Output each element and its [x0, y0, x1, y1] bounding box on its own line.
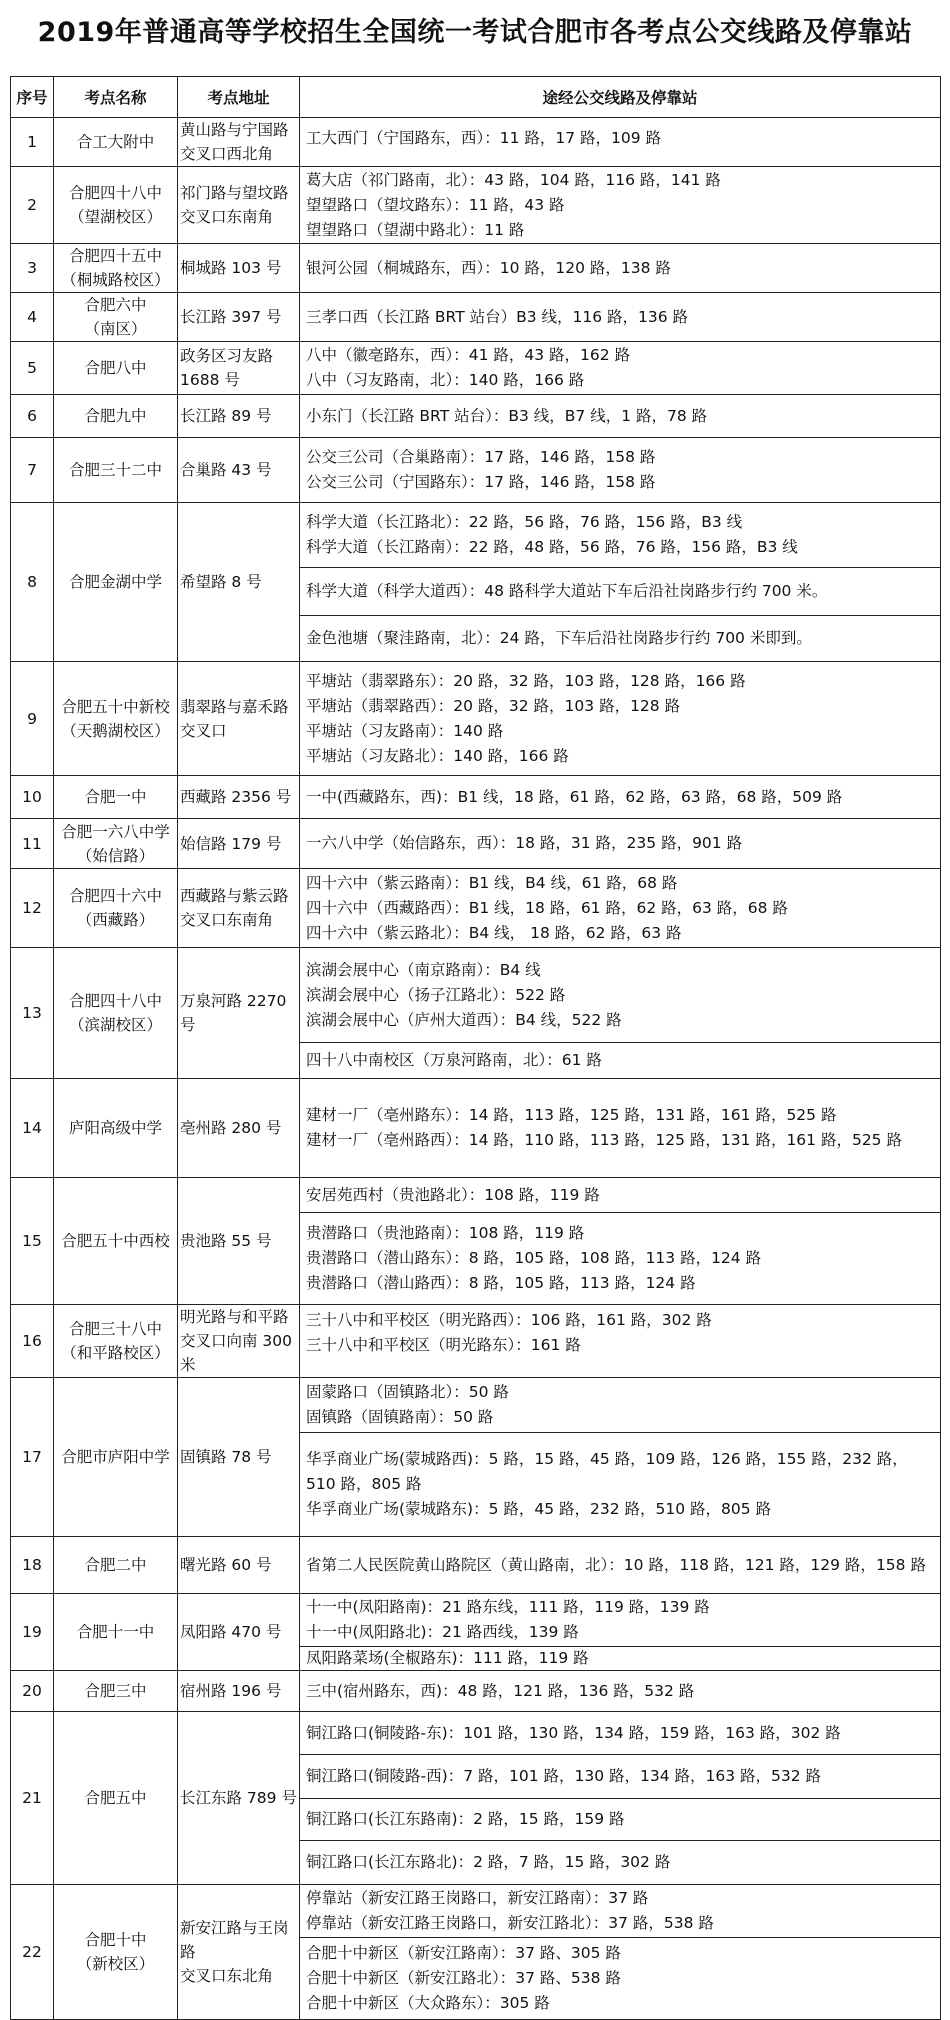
table-row	[11, 1305, 941, 1378]
bus-stop-group	[300, 948, 940, 1042]
exam-site-address	[178, 342, 300, 395]
exam-site-address-line: 祁门路与望坟路	[180, 184, 289, 202]
exam-site-address	[178, 1885, 300, 2020]
exam-site-name	[54, 1378, 178, 1537]
bus-stop-group	[300, 1378, 940, 1432]
table-row	[11, 1671, 941, 1712]
bus-stop-group	[300, 503, 940, 567]
exam-site-name-line: 合肥二中	[84, 1556, 147, 1574]
bus-stop-line: 四十六中（紫云路北）：B4 线， 18 路，62 路，63 路	[306, 923, 682, 942]
exam-site-address-line: 曙光路 60 号	[180, 1556, 272, 1574]
bus-stop-group	[300, 1840, 940, 1884]
exam-site-name	[54, 244, 178, 293]
exam-site-address	[178, 1079, 300, 1178]
bus-stop-line: 平塘站（翡翠路西）：20 路，32 路，103 路，128 路	[306, 696, 681, 715]
exam-site-name	[54, 662, 178, 776]
bus-stop-line: 铜江路口(长江东路北)：2 路，7 路，15 路，302 路	[306, 1853, 671, 1871]
bus-routes-cell	[300, 1671, 941, 1712]
row-index: 17	[11, 1378, 54, 1537]
bus-routes-cell	[300, 1378, 941, 1537]
exam-site-address	[178, 118, 300, 167]
exam-site-name	[54, 1594, 178, 1671]
row-index: 12	[11, 869, 54, 948]
exam-site-name-line: 庐阳高级中学	[68, 1119, 162, 1137]
bus-stop-line: 小东门（长江路 BRT 站台）：B3 线，B7 线，1 路，78 路	[306, 406, 708, 425]
exam-site-address	[178, 1305, 300, 1378]
exam-site-address	[178, 662, 300, 776]
exam-site-name	[54, 819, 178, 869]
table-row	[11, 438, 941, 503]
exam-site-name	[54, 948, 178, 1079]
bus-stop-line: 合肥十中新区（新安江路南）：37 路、305 路	[306, 1944, 621, 1962]
table-row	[11, 776, 941, 819]
exam-site-address-line: 合巢路 43 号	[180, 461, 272, 479]
exam-site-address	[178, 1178, 300, 1305]
bus-stop-group	[300, 1885, 940, 1937]
exam-site-name-line: 合肥一中	[84, 788, 147, 806]
bus-routes-cell	[300, 342, 941, 395]
exam-site-address	[178, 293, 300, 342]
exam-site-address	[178, 395, 300, 438]
row-index: 13	[11, 948, 54, 1079]
bus-stop-line: 公交三公司（合巢路南）：17 路，146 路，158 路	[306, 448, 656, 466]
exam-site-address-line: 长江东路 789 号	[180, 1789, 297, 1807]
header-bus-routes: 途经公交线路及停靠站	[300, 77, 941, 118]
exam-site-address	[178, 503, 300, 662]
exam-site-address-line: 始信路 179 号	[180, 834, 282, 853]
header-exam-site-address: 考点地址	[178, 77, 300, 118]
table-row	[11, 167, 941, 244]
bus-stop-line: 平塘站（翡翠路东）：20 路，32 路，103 路，128 路，166 路	[306, 671, 746, 690]
bus-routes-cell	[300, 1594, 941, 1671]
exam-site-address-line: 西藏路 2356 号	[180, 788, 292, 806]
bus-routes-cell	[300, 662, 941, 776]
exam-site-name-line: （天鹅湖校区）	[61, 721, 170, 740]
bus-stop-line: 贵潜路口（潜山路东）：8 路，105 路，108 路，113 路，124 路	[306, 1249, 762, 1267]
bus-stop-line: 贵潜路口（贵池路南）：108 路，119 路	[306, 1224, 585, 1242]
bus-routes-cell	[300, 395, 941, 438]
table-row	[11, 342, 941, 395]
exam-site-name-line: 合肥十中	[84, 1931, 147, 1949]
exam-site-address-line: 万泉河路 2270 号	[180, 992, 287, 1034]
bus-routes-cell	[300, 293, 941, 342]
bus-stop-line: 科学大道（长江路南）：22 路，48 路，56 路，76 路，156 路，B3 线	[306, 538, 798, 556]
bus-stop-line: 葛大店（祁门路南，北）：43 路，104 路，116 路，141 路	[306, 170, 721, 189]
exam-site-address-line: 凤阳路 470 号	[180, 1623, 282, 1641]
bus-stop-group	[300, 819, 940, 868]
exam-site-name-line: 合肥四十六中	[68, 887, 162, 905]
exam-site-address-line: 交叉口	[180, 721, 227, 740]
bus-routes-cell	[300, 244, 941, 293]
bus-stop-group	[300, 1212, 940, 1304]
bus-routes-cell	[300, 1079, 941, 1178]
row-index: 20	[11, 1671, 54, 1712]
exam-site-name-line: 合肥六中	[84, 296, 147, 314]
bus-stop-group	[300, 1646, 940, 1670]
exam-site-address	[178, 1537, 300, 1594]
table-row	[11, 1885, 941, 2020]
bus-stop-line: 四十六中（紫云路南）：B1 线，B4 线，61 路，68 路	[306, 873, 678, 892]
bus-stop-line: 四十八中南校区（万泉河路南，北）：61 路	[306, 1051, 602, 1069]
exam-site-name	[54, 869, 178, 948]
bus-stop-line: 固镇路（固镇路南）：50 路	[306, 1408, 494, 1426]
row-index: 5	[11, 342, 54, 395]
exam-site-name-line: （南区）	[84, 320, 147, 338]
table-row	[11, 1537, 941, 1594]
exam-site-name	[54, 503, 178, 662]
table-row	[11, 395, 941, 438]
row-index: 11	[11, 819, 54, 869]
exam-site-name	[54, 1178, 178, 1305]
bus-stop-group	[300, 1432, 940, 1536]
table-header-row	[11, 77, 941, 118]
exam-site-name	[54, 167, 178, 244]
row-index: 2	[11, 167, 54, 244]
bus-stop-group	[300, 293, 940, 341]
exam-site-name-line: 合肥市庐阳中学	[61, 1448, 170, 1466]
bus-stop-group	[300, 1754, 940, 1798]
bus-routes-cell	[300, 167, 941, 244]
row-index: 8	[11, 503, 54, 662]
table-row	[11, 1178, 941, 1305]
exam-site-name-line: 合肥三十八中	[68, 1320, 162, 1338]
table-row	[11, 948, 941, 1079]
bus-stop-group	[300, 776, 940, 818]
bus-stop-line: 平塘站（习友路南）：140 路	[306, 721, 504, 740]
bus-stop-group	[300, 869, 940, 947]
bus-stop-group	[300, 1937, 940, 2019]
row-index: 14	[11, 1079, 54, 1178]
exam-site-address-line: 翡翠路与嘉禾路	[180, 697, 289, 716]
exam-site-name-line: （桐城路校区）	[61, 271, 170, 289]
exam-site-name	[54, 1305, 178, 1378]
table-row	[11, 819, 941, 869]
bus-stop-line: 一中(西藏路东，西)：B1 线，18 路，61 路，62 路，63 路，68 路，509 路	[306, 787, 843, 806]
bus-stop-line: 平塘站（习友路北）：140 路，166 路	[306, 746, 569, 765]
exam-site-name-line: 合肥五十中新校	[61, 697, 170, 716]
bus-routes-cell	[300, 1712, 941, 1885]
bus-stop-line: 工大西门（宁国路东，西）：11 路，17 路，109 路	[306, 128, 662, 147]
row-index: 19	[11, 1594, 54, 1671]
exam-site-address-line: 交叉口向南 300 米	[180, 1332, 293, 1374]
bus-stop-group	[300, 118, 940, 158]
exam-site-address	[178, 776, 300, 819]
bus-stop-line: 十一中(凤阳路南)：21 路东线，111 路，119 路，139 路	[306, 1598, 710, 1616]
bus-stop-line: 贵潜路口（潜山路西）：8 路，105 路，113 路，124 路	[306, 1274, 696, 1292]
bus-stop-line: 银河公园（桐城路东，西）：10 路，120 路，138 路	[306, 258, 671, 277]
exam-site-address-line: 交叉口东北角	[180, 1967, 274, 1985]
exam-site-address	[178, 1671, 300, 1712]
bus-stop-group	[300, 342, 940, 394]
row-index: 16	[11, 1305, 54, 1378]
table-row	[11, 662, 941, 776]
bus-stop-line: 铜江路口(长江东路南)：2 路，15 路，159 路	[306, 1810, 625, 1828]
exam-site-name-line: （滨湖校区）	[68, 1016, 162, 1034]
exam-site-name-line: （望湖校区）	[68, 208, 162, 226]
bus-stop-group	[300, 395, 940, 437]
bus-stop-line: 固蒙路口（固镇路北）：50 路	[306, 1383, 509, 1401]
bus-routes-cell	[300, 1885, 941, 2020]
row-index: 21	[11, 1712, 54, 1885]
bus-stop-line: 三中(宿州路东，西)：48 路，121 路，136 路，532 路	[306, 1681, 695, 1700]
row-index: 10	[11, 776, 54, 819]
bus-stop-line: 滨湖会展中心（庐州大道西）：B4 线，522 路	[306, 1010, 622, 1029]
bus-stop-line: 滨湖会展中心（扬子江路北）：522 路	[306, 985, 566, 1004]
bus-stop-line: 八中（习友路南，北）：140 路，166 路	[306, 371, 585, 389]
exam-site-name-line: 合工大附中	[76, 133, 155, 151]
exam-site-name-line: 合肥九中	[84, 407, 147, 425]
bus-stop-line: 滨湖会展中心（南京路南）：B4 线	[306, 960, 541, 979]
bus-stop-line: 华孚商业广场(蒙城路东)：5 路，45 路，232 路，510 路，805 路	[306, 1500, 772, 1518]
bus-stop-group	[300, 1305, 940, 1361]
bus-stop-line: 科学大道（科学大道西）：48 路科学大道站下车后沿社岗路步行约 700 米。	[306, 582, 828, 600]
row-index: 1	[11, 118, 54, 167]
bus-stop-group	[300, 662, 940, 775]
bus-stop-group	[300, 1671, 940, 1711]
bus-stop-line: 公交三公司（宁国路东）：17 路，146 路，158 路	[306, 473, 656, 491]
bus-stop-group	[300, 1798, 940, 1840]
bus-routes-cell	[300, 1178, 941, 1305]
exam-site-name	[54, 1885, 178, 2020]
exam-site-address-line: 明光路与和平路	[180, 1308, 289, 1326]
exam-site-name-line: 合肥三中	[84, 1682, 147, 1700]
table-row	[11, 503, 941, 662]
exam-site-name-line: （始信路）	[76, 846, 155, 865]
bus-routes-cell	[300, 776, 941, 819]
bus-stop-group	[300, 1178, 940, 1212]
bus-stop-line: 停靠站（新安江路王岗路口，新安江路北）：37 路，538 路	[306, 1914, 714, 1932]
exam-site-name-line: （新校区）	[76, 1955, 155, 1973]
exam-site-address-line: 希望路 8 号	[180, 573, 262, 591]
exam-site-address-line: 1688 号	[180, 371, 240, 389]
bus-stop-line: 望望路口（望坟路东）：11 路，43 路	[306, 195, 565, 214]
row-index: 4	[11, 293, 54, 342]
exam-site-address	[178, 819, 300, 869]
exam-site-name-line: 合肥四十五中	[68, 247, 162, 265]
bus-stop-line: 铜江路口(铜陵路-西)：7 路，101 路，130 路，134 路，163 路，532 路	[306, 1767, 822, 1785]
exam-site-name	[54, 1537, 178, 1594]
bus-routes-cell	[300, 819, 941, 869]
bus-routes-cell	[300, 1305, 941, 1378]
bus-stop-group	[300, 1537, 940, 1593]
table-row	[11, 1712, 941, 1885]
row-index: 9	[11, 662, 54, 776]
bus-stop-group	[300, 1079, 940, 1177]
row-index: 3	[11, 244, 54, 293]
exam-site-name	[54, 1079, 178, 1178]
exam-site-name-line: 合肥一六八中学	[61, 822, 170, 841]
exam-site-address	[178, 1378, 300, 1537]
bus-stop-line: 凤阳路菜场(全椒路东)：111 路，119 路	[306, 1649, 589, 1667]
bus-stop-group	[300, 167, 940, 243]
bus-stop-line: 科学大道（长江路北）：22 路，56 路，76 路，156 路，B3 线	[306, 513, 743, 531]
exam-site-address-line: 固镇路 78 号	[180, 1448, 272, 1466]
exam-site-name-line: 合肥五中	[84, 1789, 147, 1807]
exam-site-address	[178, 948, 300, 1079]
bus-stop-line: 省第二人民医院黄山路院区（黄山路南，北）：10 路，118 路，121 路，129 路，158 路	[306, 1555, 926, 1574]
exam-site-name-line: 合肥四十八中	[68, 184, 162, 202]
exam-site-name-line: （西藏路）	[76, 911, 155, 929]
bus-routes-cell	[300, 118, 941, 167]
exam-site-name-line: 合肥三十二中	[68, 461, 162, 479]
exam-site-address-line: 贵池路 55 号	[180, 1232, 272, 1250]
bus-routes-cell	[300, 503, 941, 662]
exam-site-address	[178, 1594, 300, 1671]
bus-stop-group	[300, 1712, 940, 1754]
table-row	[11, 1594, 941, 1671]
bus-stop-line: 金色池塘（聚洼路南，北）：24 路，下车后沿社岗路步行约 700 米即到。	[306, 629, 812, 647]
exam-site-address-line: 西藏路与紫云路	[180, 887, 289, 905]
table-body	[11, 118, 941, 2020]
bus-stop-line: 三十八中和平校区（明光路西）：106 路，161 路，302 路	[306, 1311, 712, 1329]
bus-stop-line: 停靠站（新安江路王岗路口，新安江路南）：37 路	[306, 1889, 649, 1907]
exam-site-address-line: 长江路 397 号	[180, 308, 282, 326]
bus-stop-line: 铜江路口(铜陵路-东)：101 路，130 路，134 路，159 路，163 路，302 路	[306, 1723, 841, 1742]
exam-site-address	[178, 244, 300, 293]
exam-site-address	[178, 869, 300, 948]
bus-stop-line: 四十六中（西藏路西）：B1 线，18 路，61 路，62 路，63 路，68 路	[306, 898, 788, 917]
exam-site-address-line: 亳州路 280 号	[180, 1119, 282, 1137]
bus-stop-group	[300, 1042, 940, 1078]
exam-site-name	[54, 1671, 178, 1712]
bus-stop-group	[300, 615, 940, 661]
exam-site-name-line: 合肥八中	[84, 359, 147, 377]
table-row	[11, 869, 941, 948]
bus-stop-line: 合肥十中新区（大众路东）：305 路	[306, 1994, 550, 2012]
exam-site-name	[54, 776, 178, 819]
bus-routes-cell	[300, 948, 941, 1079]
exam-site-address-line: 桐城路 103 号	[180, 259, 282, 277]
bus-routes-cell	[300, 438, 941, 503]
exam-site-name	[54, 118, 178, 167]
bus-stop-line: 八中（徽亳路东，西）：41 路，43 路，162 路	[306, 346, 631, 364]
row-index: 18	[11, 1537, 54, 1594]
exam-site-name	[54, 1712, 178, 1885]
row-index: 6	[11, 395, 54, 438]
document-title: 2019年普通高等学校招生全国统一考试合肥市各考点公交线路及停靠站	[37, 17, 913, 48]
table-row	[11, 244, 941, 293]
exam-site-address-line: 长江路 89 号	[180, 407, 272, 425]
bus-stop-line: 三十八中和平校区（明光路东）：161 路	[306, 1336, 581, 1354]
exam-site-address-line: 政务区习友路	[180, 347, 274, 365]
exam-site-address	[178, 1712, 300, 1885]
exam-site-address-line: 新安江路与王岗路	[180, 1919, 289, 1961]
bus-stop-group	[300, 244, 940, 292]
table-row	[11, 293, 941, 342]
exam-site-address-line: 交叉口东南角	[180, 208, 274, 226]
exam-site-address-line: 黄山路与宁国路	[180, 121, 289, 139]
bus-stop-group	[300, 567, 940, 615]
header-index: 序号	[11, 77, 54, 118]
bus-stop-line: 建材一厂（亳州路东）：14 路，113 路，125 路，131 路，161 路，525 路	[306, 1106, 837, 1124]
exam-site-address-line: 交叉口西北角	[180, 145, 274, 163]
bus-stop-line: 一六八中学（始信路东，西）：18 路，31 路，235 路，901 路	[306, 834, 743, 852]
bus-stop-line: 望望路口（望湖中路北）：11 路	[306, 220, 525, 239]
row-index: 22	[11, 1885, 54, 2020]
header-exam-site-name: 考点名称	[54, 77, 178, 118]
bus-stop-line: 十一中(凤阳路北)：21 路西线，139 路	[306, 1623, 579, 1641]
exam-site-address-line: 宿州路 196 号	[180, 1682, 282, 1700]
exam-site-name	[54, 438, 178, 503]
bus-routes-cell	[300, 869, 941, 948]
row-index: 15	[11, 1178, 54, 1305]
row-index: 7	[11, 438, 54, 503]
table-row	[11, 1079, 941, 1178]
exam-site-name	[54, 395, 178, 438]
bus-stop-line: 合肥十中新区（新安江路北）：37 路、538 路	[306, 1969, 621, 1987]
bus-route-table	[10, 76, 941, 2020]
bus-stop-group	[300, 1594, 940, 1646]
bus-stop-group	[300, 438, 940, 502]
bus-routes-cell	[300, 1537, 941, 1594]
exam-site-name	[54, 293, 178, 342]
exam-site-name-line: 合肥十一中	[76, 1623, 155, 1641]
table-row	[11, 118, 941, 167]
exam-site-name-line: 合肥金湖中学	[68, 573, 162, 591]
exam-site-address-line: 交叉口东南角	[180, 911, 274, 929]
exam-site-name-line: 合肥四十八中	[68, 992, 162, 1010]
exam-site-name	[54, 342, 178, 395]
exam-site-address	[178, 167, 300, 244]
bus-stop-line: 建材一厂（亳州路西）：14 路，110 路，113 路，125 路，131 路，161 路，525 路	[306, 1131, 902, 1149]
exam-site-address	[178, 438, 300, 503]
exam-site-name-line: 合肥五十中西校	[61, 1232, 170, 1250]
exam-site-name-line: （和平路校区）	[61, 1344, 170, 1362]
bus-stop-line: 安居苑西村（贵池路北）：108 路，119 路	[306, 1185, 600, 1204]
bus-stop-line: 华孚商业广场(蒙城路西)：5 路，15 路，45 路，109 路，126 路，155 路，232 路，510 路，805 路	[306, 1450, 908, 1493]
table-row	[11, 1378, 941, 1537]
bus-stop-line: 三孝口西（长江路 BRT 站台）B3 线，116 路，136 路	[306, 307, 689, 326]
